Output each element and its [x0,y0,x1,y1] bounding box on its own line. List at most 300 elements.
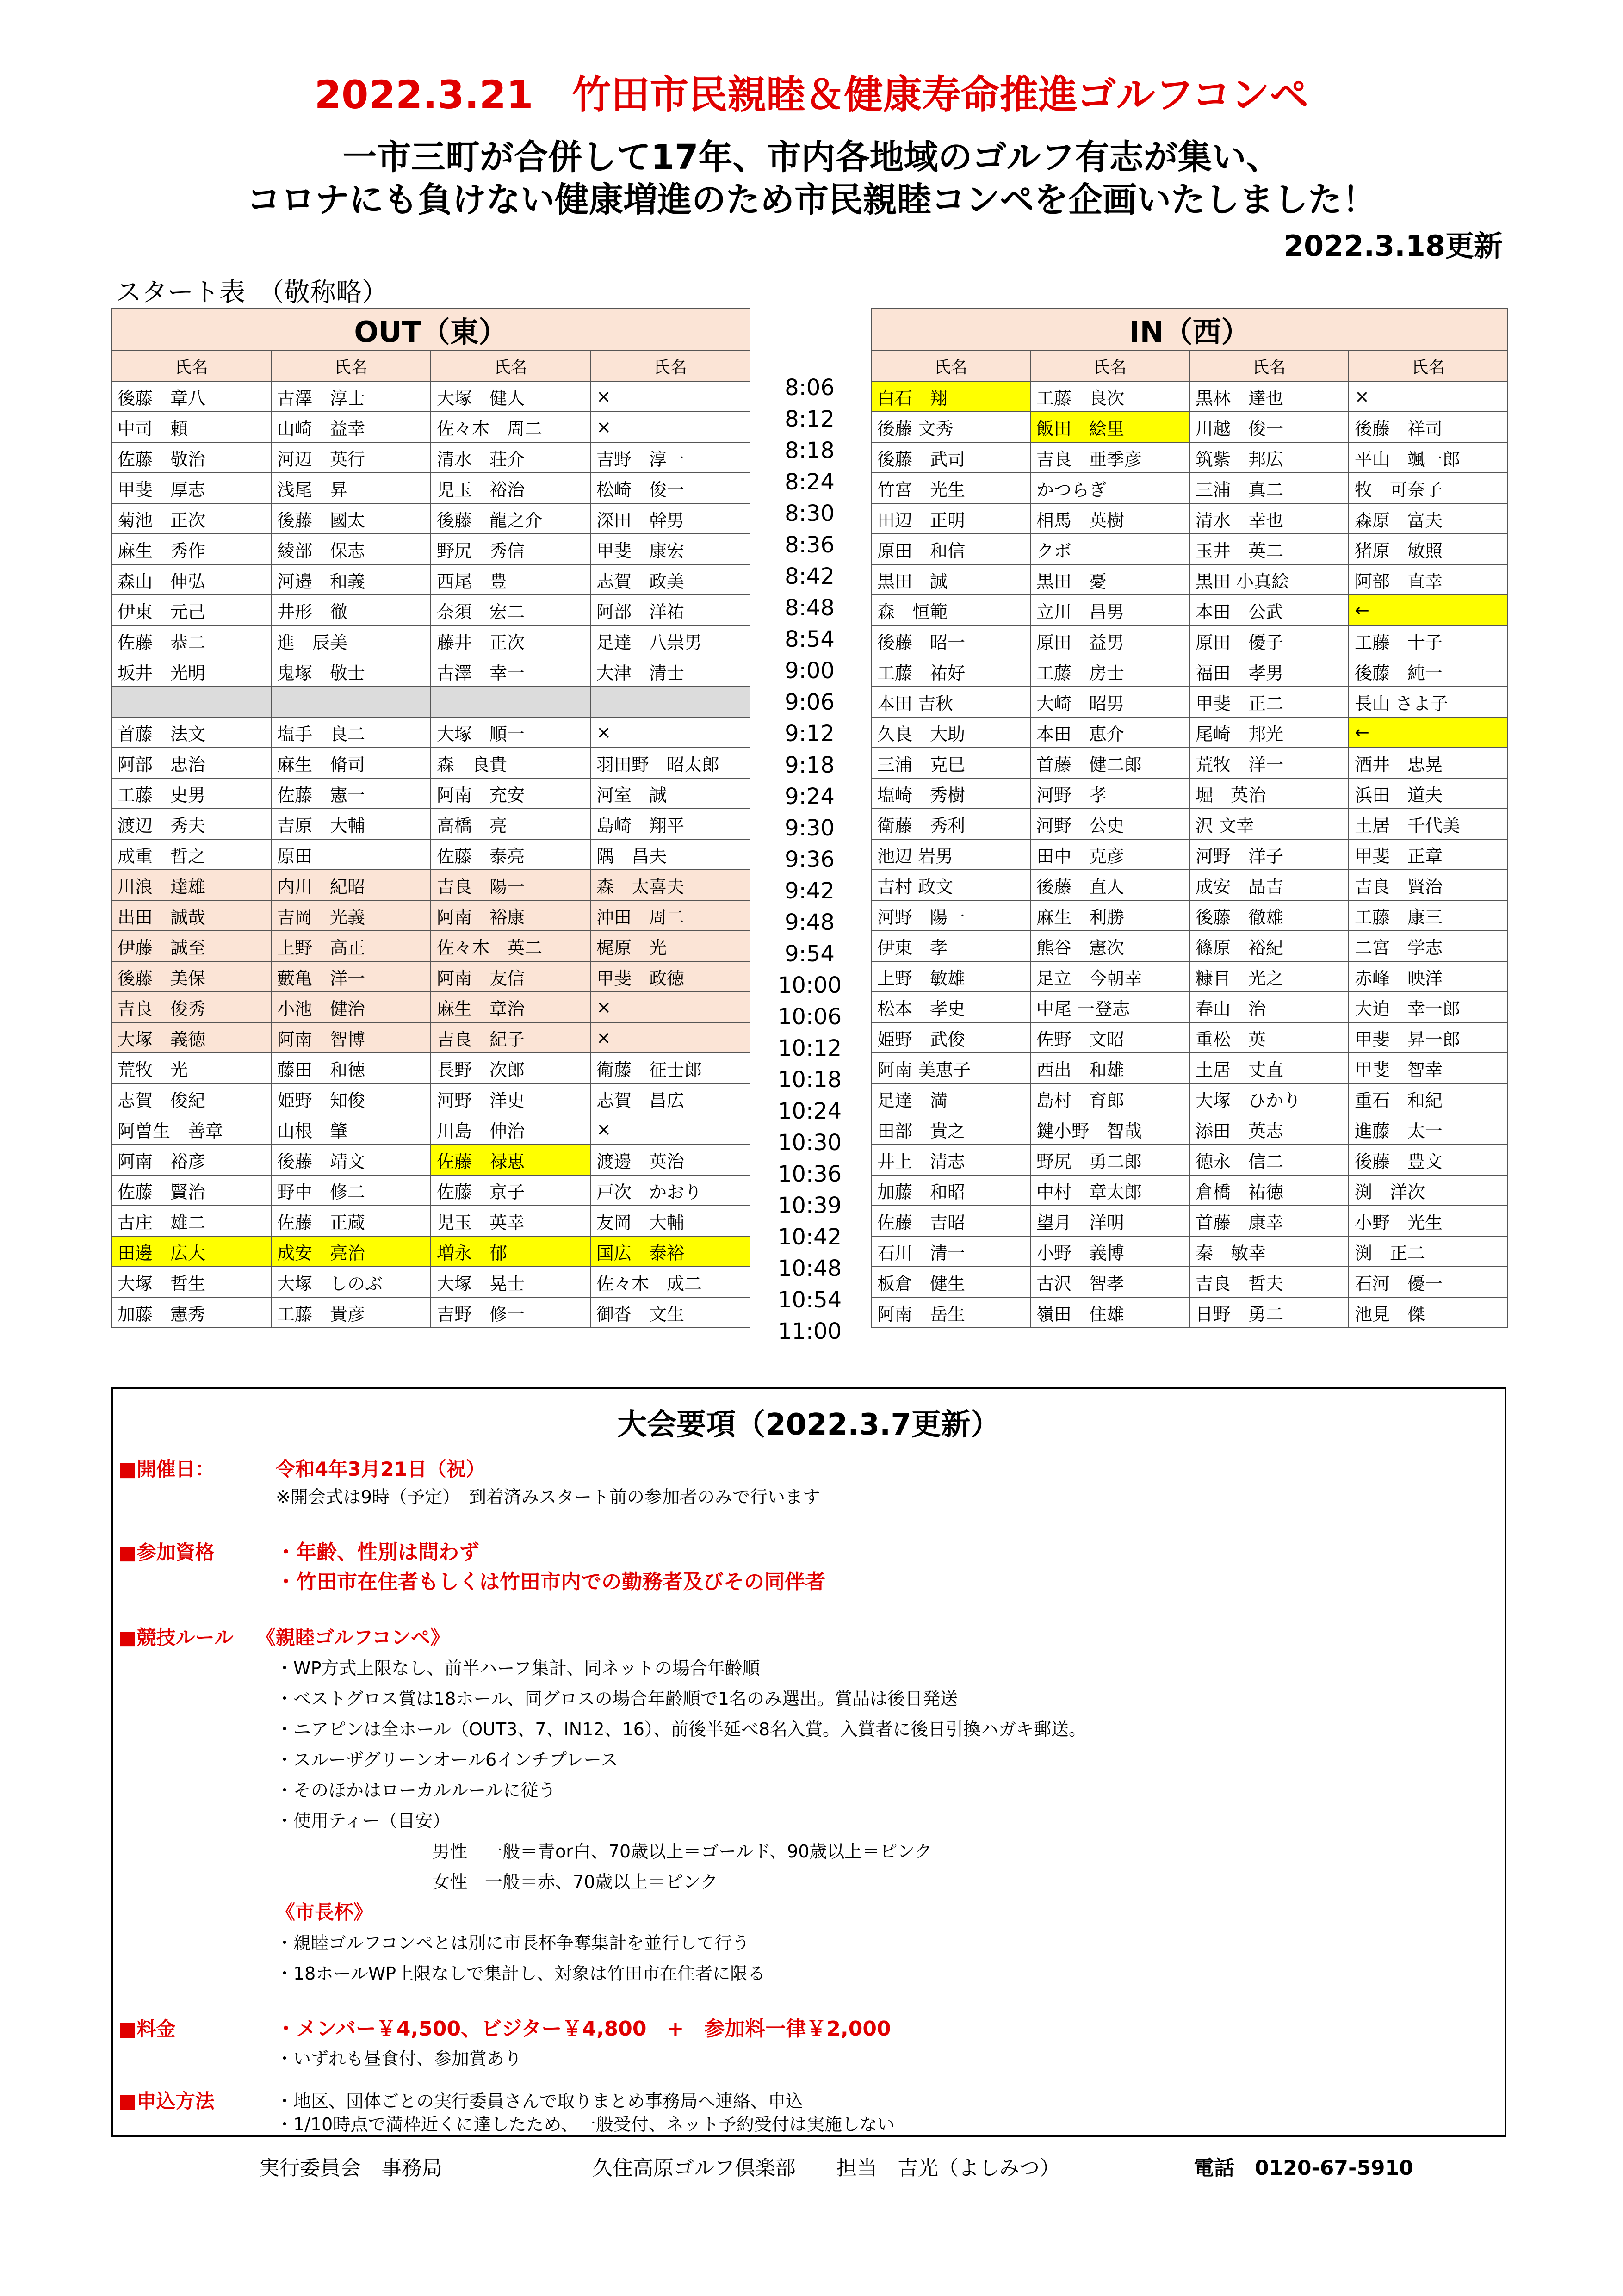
start-time: 8:06 [785,375,835,401]
table-row [871,564,1508,595]
player-cell: 牧 可奈子 [1349,473,1508,503]
player-cell: 堀 英治 [1189,778,1349,809]
player-cell: 伊東 孝 [871,931,1030,961]
player-cell [112,687,271,717]
player-cell: 加藤 憲秀 [112,1297,271,1328]
player-cell: 御沓 文生 [590,1297,750,1328]
table-row [871,595,1508,625]
player-cell: 石河 優一 [1349,1267,1508,1297]
player-cell: 佐々木 周二 [431,412,590,442]
player-cell: 筑紫 邦広 [1189,442,1349,473]
player-cell: 長山 さよ子 [1349,687,1508,717]
player-cell: 春山 治 [1189,992,1349,1022]
player-cell: 荒牧 洋一 [1189,748,1349,778]
player-cell: 井上 清志 [871,1145,1030,1175]
start-time: 10:24 [777,1098,842,1124]
player-cell: 後藤 國太 [271,503,431,534]
player-cell: 志賀 昌広 [590,1083,750,1114]
table-row [871,1206,1508,1236]
player-cell: 大塚 順一 [431,717,590,748]
table-row [112,1083,750,1114]
player-cell: 大崎 昭男 [1030,687,1189,717]
player-cell: 吉岡 光義 [271,900,431,931]
player-cell: 阿南 美恵子 [871,1053,1030,1083]
table-row [112,992,750,1022]
player-cell: 後藤 直人 [1030,870,1189,900]
player-cell: 児玉 英幸 [431,1206,590,1236]
player-cell: 渡辺 秀夫 [112,809,271,839]
subtitle-line-2: コロナにも負けない健康増進のため市民親睦コンペを企画いたしました！ [247,180,1376,220]
player-cell: 吉野 淳一 [590,442,750,473]
table-row [871,1236,1508,1267]
player-cell: 小野 義博 [1030,1236,1189,1267]
table-row [112,717,750,748]
table-row [871,687,1508,717]
player-cell: 福田 孝男 [1189,656,1349,687]
rule-item: ・ニアピンは全ホール（OUT3、7、IN12、16）、前後半延べ8名入賞。入賞者に後日引換ハガキ郵送。 [276,1719,1087,1739]
start-time: 9:48 [785,910,835,935]
start-time: 9:12 [785,721,835,747]
player-cell: 加藤 和昭 [871,1175,1030,1206]
player-cell: 佐藤 泰亮 [431,839,590,870]
player-cell: 吉村 政文 [871,870,1030,900]
player-cell: 古澤 幸一 [431,656,590,687]
col-header: 氏名 [431,351,590,381]
player-cell: 森 恒範 [871,595,1030,625]
player-cell: 原田 [271,839,431,870]
player-cell: 麻生 脩司 [271,748,431,778]
player-cell: × [590,381,750,412]
player-cell: 荒牧 光 [112,1053,271,1083]
player-cell: 後藤 祥司 [1349,412,1508,442]
player-cell: 竹宮 光生 [871,473,1030,503]
player-cell: 麻生 利勝 [1030,900,1189,931]
fee-value: ・メンバー￥4,500、ビジター￥4,800 + 参加料一律￥2,000 [276,2017,891,2041]
player-cell: 土居 丈直 [1189,1053,1349,1083]
table-row [871,503,1508,534]
start-time: 8:24 [785,469,835,495]
player-cell: 甲斐 智幸 [1349,1053,1508,1083]
player-cell: 友岡 大輔 [590,1206,750,1236]
player-cell: 成安 亮治 [271,1236,431,1267]
player-cell: 河野 孝 [1030,778,1189,809]
player-cell: 後藤 美保 [112,961,271,992]
start-time: 9:18 [785,752,835,778]
table-row [871,1022,1508,1053]
player-cell: 隅 昌夫 [590,839,750,870]
start-time: 10:54 [777,1287,842,1313]
player-cell: 清水 幸也 [1189,503,1349,534]
player-cell: 玉井 英二 [1189,534,1349,564]
player-cell: 河野 陽一 [871,900,1030,931]
table-row [871,778,1508,809]
player-cell: 阿南 友信 [431,961,590,992]
player-cell: 森山 伸弘 [112,564,271,595]
player-cell: 姫野 武俊 [871,1022,1030,1053]
start-time: 8:48 [785,595,835,621]
start-time: 9:24 [785,784,835,810]
player-cell: 志賀 俊紀 [112,1083,271,1114]
start-time: 10:42 [777,1224,842,1250]
table-row [112,1053,750,1083]
player-cell: 河野 洋史 [431,1083,590,1114]
player-cell: 麻生 章治 [431,992,590,1022]
player-cell: 秦 敏幸 [1189,1236,1349,1267]
start-time: 9:54 [785,941,835,967]
player-cell: 後藤 章八 [112,381,271,412]
player-cell: 阿南 智博 [271,1022,431,1053]
start-time: 9:30 [785,815,835,841]
player-cell: 姫野 知俊 [271,1083,431,1114]
player-cell: 佐々木 英二 [431,931,590,961]
player-cell: 吉良 賢治 [1349,870,1508,900]
player-cell: 工藤 史男 [112,778,271,809]
rule-label: ■競技ルール [118,1626,234,1649]
table-row [871,412,1508,442]
player-cell: 吉良 亜季彦 [1030,442,1189,473]
player-cell: 大塚 健人 [431,381,590,412]
player-cell: 渡邊 英治 [590,1145,750,1175]
start-time: 10:48 [777,1256,842,1281]
start-time: 10:18 [777,1067,842,1093]
start-time: 10:12 [777,1035,842,1061]
table-row [871,442,1508,473]
rule-item: ・使用ティー（目安） [276,1811,450,1831]
out-title: OUT（東） [112,309,750,351]
player-cell: 西尾 豊 [431,564,590,595]
player-cell: 衛藤 征士郎 [590,1053,750,1083]
player-cell: 高橋 亮 [431,809,590,839]
table-row [112,1267,750,1297]
table-row [112,595,750,625]
player-cell: 島村 育郎 [1030,1083,1189,1114]
footer-phone: 電話 0120-67-5910 [1194,2156,1413,2180]
player-cell: 大塚 しのぶ [271,1267,431,1297]
player-cell: 吉良 陽一 [431,870,590,900]
player-cell: 河室 誠 [590,778,750,809]
player-cell: 添田 英志 [1189,1114,1349,1145]
player-cell: × [590,717,750,748]
player-cell: 梶原 光 [590,931,750,961]
player-cell: 増永 郁 [431,1236,590,1267]
table-row [112,625,750,656]
start-time: 8:12 [785,406,835,432]
table-row [112,381,750,412]
table-row [871,625,1508,656]
player-cell: 浅尾 昇 [271,473,431,503]
player-cell: 足達 八祟男 [590,625,750,656]
table-row [112,687,750,717]
player-cell: 麻生 秀作 [112,534,271,564]
rule-title: 《親睦ゴルフコンペ》 [256,1626,450,1649]
player-cell: 鍵小野 智哉 [1030,1114,1189,1145]
table-row [871,961,1508,992]
player-cell: 井形 徹 [271,595,431,625]
player-cell: 森 太喜夫 [590,870,750,900]
start-time: 10:36 [777,1161,842,1187]
player-cell: 野中 修二 [271,1175,431,1206]
player-cell: 山根 肇 [271,1114,431,1145]
player-cell: 後藤 文秀 [871,412,1030,442]
player-cell: 阿南 充安 [431,778,590,809]
table-row [112,961,750,992]
player-cell: 沢 文幸 [1189,809,1349,839]
player-cell: 大迫 幸一郎 [1349,992,1508,1022]
fee-note: ・いずれも昼食付、参加賞あり [276,2048,522,2069]
player-cell: 吉良 哲夫 [1189,1267,1349,1297]
player-cell: 河邉 和義 [271,564,431,595]
player-cell: 大塚 義徳 [112,1022,271,1053]
player-cell: 松崎 俊一 [590,473,750,503]
table-row [871,1083,1508,1114]
player-cell: 池見 傑 [1349,1297,1508,1328]
player-cell: 古庄 雄二 [112,1206,271,1236]
player-cell: 本田 公武 [1189,595,1349,625]
player-cell: クボ [1030,534,1189,564]
start-time: 8:30 [785,501,835,526]
mayor-item: ・18ホールWP上限なしで集計し、対象は竹田市在住者に限る [276,1963,766,1984]
player-cell: 野尻 勇二郎 [1030,1145,1189,1175]
player-cell: 後藤 靖文 [271,1145,431,1175]
player-cell: 土居 千代美 [1349,809,1508,839]
table-row [112,656,750,687]
start-time: 8:54 [785,626,835,652]
player-cell: 藤井 正次 [431,625,590,656]
fee-label: ■料金 [118,2018,176,2040]
player-cell: かつらぎ [1030,473,1189,503]
apply-label: ■申込方法 [118,2090,215,2112]
player-cell: × [590,412,750,442]
date-label: ■開催日： [118,1458,215,1480]
col-header: 氏名 [1189,351,1349,381]
player-cell: 奈須 宏二 [431,595,590,625]
table-row [871,1267,1508,1297]
footer-committee: 実行委員会 事務局 [259,2156,442,2180]
player-cell: 三浦 真二 [1189,473,1349,503]
player-cell: 嶺田 住雄 [1030,1297,1189,1328]
player-cell: 成重 哲之 [112,839,271,870]
rule-item: ・WP方式上限なし、前半ハーフ集計、同ネットの場合年齢順 [276,1658,760,1678]
table-row [871,381,1508,412]
player-cell: 後藤 昭一 [871,625,1030,656]
player-cell: 篠原 裕紀 [1189,931,1349,961]
player-cell: 進藤 太一 [1349,1114,1508,1145]
subtitle-line-1: 一市三町が合併して17年、市内各地域のゴルフ有志が集い、 [342,137,1281,177]
col-header: 氏名 [1349,351,1508,381]
col-header: 氏名 [871,351,1030,381]
player-cell: 川越 俊一 [1189,412,1349,442]
player-cell: 中村 章太郎 [1030,1175,1189,1206]
start-time: 9:06 [785,689,835,715]
table-row [112,412,750,442]
player-cell: 佐野 文昭 [1030,1022,1189,1053]
player-cell: 板倉 健生 [871,1267,1030,1297]
tee-men: 男性 一般＝青or白、70歳以上＝ゴールド、90歳以上＝ピンク [432,1841,932,1862]
player-cell: 山崎 益幸 [271,412,431,442]
player-cell: 本田 恵介 [1030,717,1189,748]
player-cell: 藪亀 洋一 [271,961,431,992]
player-cell: 日野 勇二 [1189,1297,1349,1328]
player-cell: 坂井 光明 [112,656,271,687]
player-cell: 大津 清士 [590,656,750,687]
table-row [112,1236,750,1267]
player-cell: 猪原 敏照 [1349,534,1508,564]
player-cell: 飯田 絵里 [1030,412,1189,442]
table-row [112,1175,750,1206]
start-time: 10:00 [777,972,842,998]
table-row [112,809,750,839]
start-time: 8:42 [785,563,835,589]
player-cell: 深田 幹男 [590,503,750,534]
player-cell: 首藤 康幸 [1189,1206,1349,1236]
player-cell: 糠目 光之 [1189,961,1349,992]
player-cell: 上野 高正 [271,931,431,961]
player-cell: 久良 大助 [871,717,1030,748]
player-cell: 工藤 房士 [1030,656,1189,687]
player-cell: 野尻 秀信 [431,534,590,564]
player-cell: 重松 英 [1189,1022,1349,1053]
table-row [871,1145,1508,1175]
player-cell: 衛藤 秀利 [871,809,1030,839]
player-cell: 後藤 純一 [1349,656,1508,687]
table-row [112,778,750,809]
page-title: 2022.3.21 竹田市民親睦＆健康寿命推進ゴルフコンペ [314,72,1309,118]
start-time: 8:36 [785,532,835,558]
table-row [871,809,1508,839]
player-cell: 菊池 正次 [112,503,271,534]
player-cell: 古沢 智孝 [1030,1267,1189,1297]
player-cell: 赤峰 映洋 [1349,961,1508,992]
player-cell: ← [1349,717,1508,748]
player-cell: 本田 吉秋 [871,687,1030,717]
player-cell: 原田 優子 [1189,625,1349,656]
player-cell: 長野 次郎 [431,1053,590,1083]
player-cell: 河辺 英行 [271,442,431,473]
eligibility-item-1: ・年齢、性別は問わず [276,1541,479,1564]
rule-item: ・スルーザグリーンオール6インチプレース [276,1750,618,1770]
player-cell: 後藤 豊文 [1349,1145,1508,1175]
tee-women: 女性 一般＝赤、70歳以上＝ピンク [432,1872,718,1892]
col-header: 氏名 [1030,351,1189,381]
start-time: 9:00 [785,658,835,684]
player-cell: 阿曽生 善章 [112,1114,271,1145]
player-cell: 川島 伸治 [431,1114,590,1145]
player-cell: 黒林 達也 [1189,381,1349,412]
player-cell: 児玉 裕治 [431,473,590,503]
player-cell: 伊東 元己 [112,595,271,625]
player-cell: 工藤 十子 [1349,625,1508,656]
player-cell: 平山 颯一郎 [1349,442,1508,473]
in-schedule-table [871,308,1508,1328]
player-cell: 森原 富夫 [1349,503,1508,534]
table-row [112,564,750,595]
player-cell: 大塚 ひかり [1189,1083,1349,1114]
col-header: 氏名 [112,351,271,381]
start-table-label: スタート表 （敬称略） [116,278,388,308]
player-cell: 阿部 忠治 [112,748,271,778]
player-cell: 原田 益男 [1030,625,1189,656]
player-cell: 甲斐 正二 [1189,687,1349,717]
player-cell: 黒田 小真絵 [1189,564,1349,595]
player-cell: 田辺 正明 [871,503,1030,534]
apply-item: ・地区、団体ごとの実行委員さんで取りまとめ事務局へ連絡、申込 [276,2091,804,2111]
table-row [112,1114,750,1145]
table-row [871,473,1508,503]
player-cell: 三浦 克巳 [871,748,1030,778]
mayor-item: ・親睦ゴルフコンペとは別に市長杯争奪集計を並行して行う [276,1933,750,1953]
table-row [112,900,750,931]
table-row [871,717,1508,748]
table-row [871,931,1508,961]
player-cell: 甲斐 厚志 [112,473,271,503]
player-cell: 大塚 晃士 [431,1267,590,1297]
table-row [112,442,750,473]
player-cell: 古澤 淳士 [271,381,431,412]
player-cell: 佐々木 成二 [590,1267,750,1297]
table-row [871,1297,1508,1328]
player-cell: 大塚 哲生 [112,1267,271,1297]
table-row [112,931,750,961]
player-cell: 小野 光生 [1349,1206,1508,1236]
player-cell: 石川 清一 [871,1236,1030,1267]
table-row [871,1175,1508,1206]
player-cell: × [590,1114,750,1145]
player-cell: 黒田 誠 [871,564,1030,595]
player-cell: 吉野 修一 [431,1297,590,1328]
table-row [112,748,750,778]
start-time: 9:42 [785,878,835,904]
player-cell: 塩崎 秀樹 [871,778,1030,809]
player-cell: 望月 洋明 [1030,1206,1189,1236]
player-cell: 後藤 龍之介 [431,503,590,534]
player-cell: 甲斐 正章 [1349,839,1508,870]
player-cell: 吉原 大輔 [271,809,431,839]
updated-date: 2022.3.18更新 [1283,229,1503,263]
player-cell: 鬼塚 敬士 [271,656,431,687]
player-cell: 成安 晶吉 [1189,870,1349,900]
date-note: ※開会式は9時（予定） 到着済みスタート前の参加者のみで行います [276,1487,821,1507]
player-cell: × [590,992,750,1022]
player-cell: 甲斐 康宏 [590,534,750,564]
player-cell: 首藤 健二郎 [1030,748,1189,778]
player-cell: 原田 和信 [871,534,1030,564]
player-cell: × [590,1022,750,1053]
player-cell: 上野 敏雄 [871,961,1030,992]
player-cell: 佐藤 正蔵 [271,1206,431,1236]
date-value: 令和4年3月21日（祝） [276,1458,485,1480]
player-cell: 羽田野 昭太郎 [590,748,750,778]
player-cell [271,687,431,717]
rules-box [111,1387,1506,2137]
rule-item: ・そのほかはローカルルールに従う [276,1780,556,1801]
player-cell: 白石 翔 [871,381,1030,412]
player-cell: 戸次 かおり [590,1175,750,1206]
player-cell: 熊谷 憲次 [1030,931,1189,961]
player-cell: 工藤 良次 [1030,381,1189,412]
player-cell: 阿南 裕彦 [112,1145,271,1175]
eligibility-label: ■参加資格 [118,1541,215,1564]
table-row [112,1145,750,1175]
player-cell: 清水 荘介 [431,442,590,473]
player-cell: 志賀 政美 [590,564,750,595]
player-cell: 佐藤 賢治 [112,1175,271,1206]
table-row [112,1297,750,1328]
player-cell: × [1349,381,1508,412]
player-cell: 佐藤 吉昭 [871,1206,1030,1236]
player-cell: 工藤 康三 [1349,900,1508,931]
player-cell: 内川 紀昭 [271,870,431,900]
start-time: 9:36 [785,847,835,873]
